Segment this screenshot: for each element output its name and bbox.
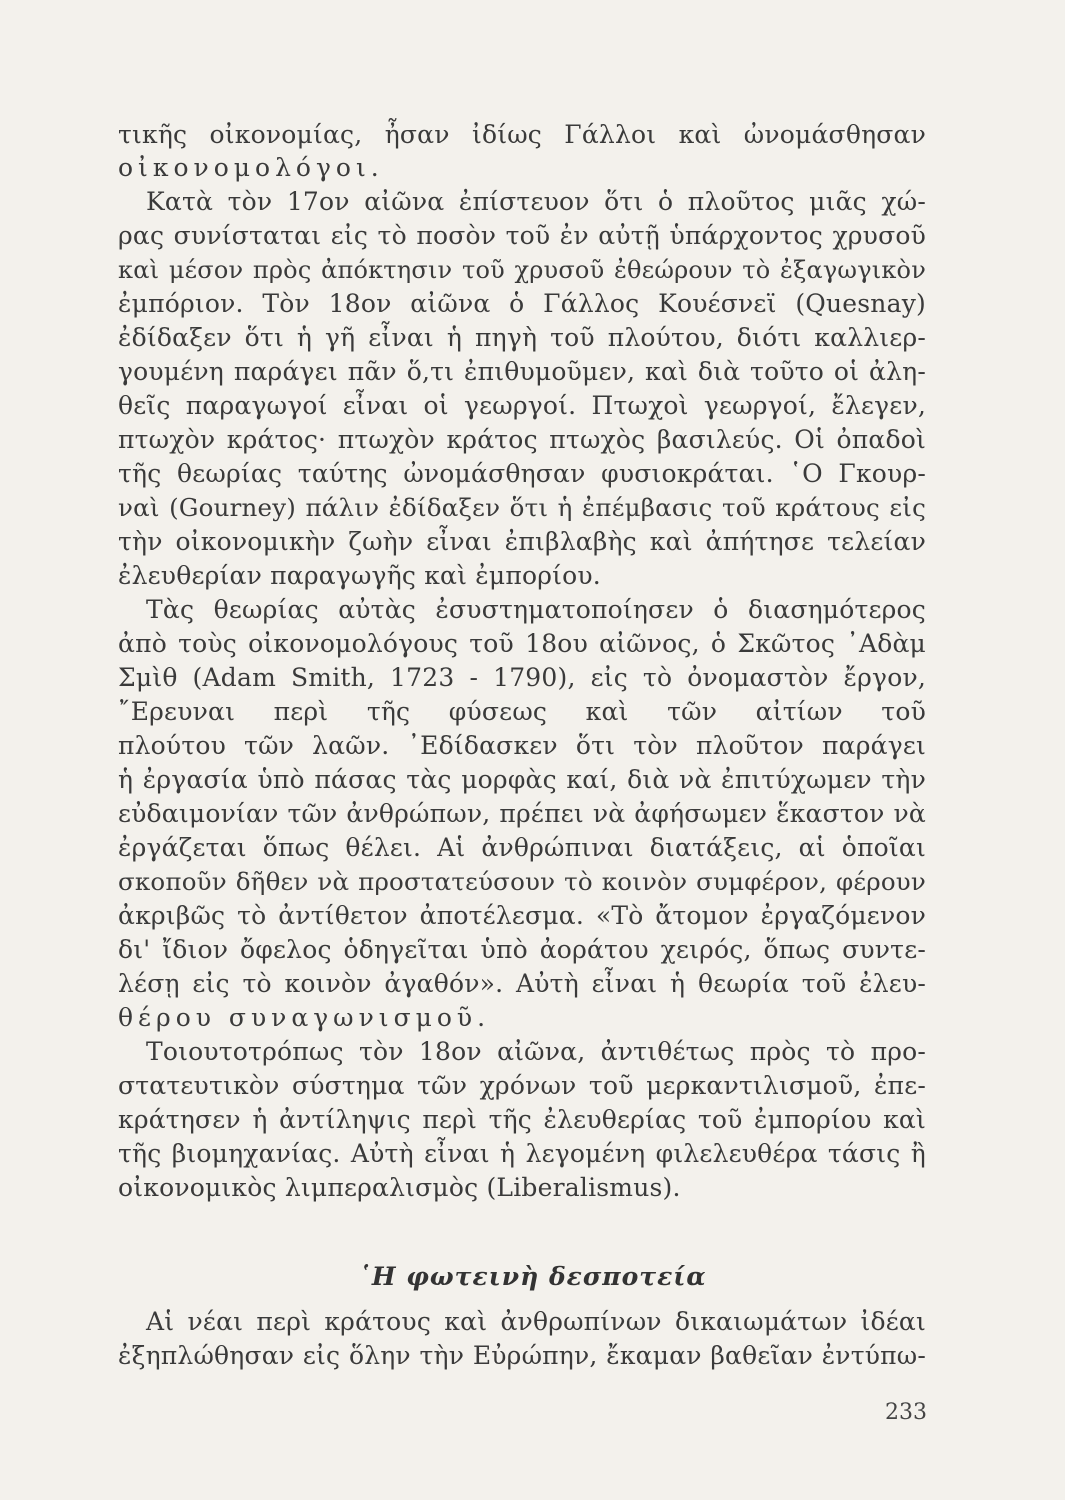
text-line: καὶ μέσον πρὸς ἀπόκτησιν τοῦ χρυσοῦ ἐθεώρουν τὸ ἐξαγωγικὸν xyxy=(118,256,926,284)
text-line: ἐμπόριον. Τὸν 18ον αἰῶνα ὁ Γάλλος Κουέσνεϊ (Quesnay) xyxy=(118,289,926,318)
text-line: Αἱ νέαι περὶ κράτους καὶ ἀνθρωπίνων δικαιωμάτων ἰδέαι xyxy=(146,1307,926,1336)
text-line: ἐργάζεται ὅπως θέλει. Αἱ ἀνθρώπιναι διατάξεις, αἱ ὁποῖαι xyxy=(118,833,926,862)
text-line: στατευτικὸν σύστημα τῶν χρόνων τοῦ μερκαντιλισμοῦ, ἐπε- xyxy=(118,1071,926,1100)
text-line: ρας συνίσταται εἰς τὸ ποσὸν τοῦ ἐν αὐτῇ ὑπάρχοντος χρυσοῦ xyxy=(118,221,926,250)
text-line: τικῆς οἰκονομίας, ἦσαν ἰδίως Γάλλοι καὶ ὠνομάσθησαν xyxy=(118,120,926,149)
text-line: θέρου συναγωνισμοῦ. xyxy=(118,1003,491,1032)
text-line: θεῖς παραγωγοί εἶναι οἱ γεωργοί. Πτωχοὶ γεωργοί, ἔλεγεν, xyxy=(118,391,926,420)
page-number: 233 xyxy=(885,1400,927,1425)
text-line: τῆς θεωρίας ταύτης ὠνομάσθησαν φυσιοκράται. ῾Ο Γκουρ- xyxy=(118,459,926,488)
text-line: πλούτου τῶν λαῶν. ᾿Εδίδασκεν ὅτι τὸν πλοῦτον παράγει xyxy=(118,731,926,760)
text-line: γουμένη παράγει πᾶν ὅ,τι ἐπιθυμοῦμεν, καὶ διὰ τοῦτο οἱ ἀλη- xyxy=(118,357,926,386)
text-line: ἀκριβῶς τὸ ἀντίθετον ἀποτέλεσμα. «Τὸ ἄτομον ἐργαζόμενον xyxy=(118,901,926,930)
text-line: οἰκονομικὸς λιμπεραλισμὸς (Liberalismus). xyxy=(118,1173,681,1202)
text-line: ἐλευθερίαν παραγωγῆς καὶ ἐμπορίου. xyxy=(118,561,601,590)
text-line: ῎Ερευναι περὶ τῆς φύσεως καὶ τῶν αἰτίων τοῦ xyxy=(118,697,926,726)
text-line: ἡ ἐργασία ὑπὸ πάσας τὰς μορφὰς καί, διὰ νὰ ἐπιτύχωμεν τὴν xyxy=(118,765,926,794)
text-line: κράτησεν ἡ ἀντίληψις περὶ τῆς ἐλευθερίας τοῦ ἐμπορίου καὶ xyxy=(118,1105,926,1134)
section-heading: ῾Η φωτεινὴ δεσποτεία xyxy=(358,1262,707,1291)
text-line: ναὶ (Gourney) πάλιν ἐδίδαξεν ὅτι ἡ ἐπέμβασις τοῦ κράτους εἰς xyxy=(118,493,926,522)
text-line: Κατὰ τὸν 17ον αἰῶνα ἐπίστευον ὅτι ὁ πλοῦτος μιᾶς χώ- xyxy=(146,187,926,216)
text-line: Σμὶθ (Adam Smith, 1723 - 1790), εἰς τὸ ὀνομαστὸν ἔργον, xyxy=(118,663,926,692)
text-line: εὐδαιμονίαν τῶν ἀνθρώπων, πρέπει νὰ ἀφήσωμεν ἕκαστον νὰ xyxy=(118,799,926,828)
text-line: σκοποῦν δῆθεν νὰ προστατεύσουν τὸ κοινὸν συμφέρον, φέρουν xyxy=(118,867,926,896)
text-line: Τοιουτοτρόπως τὸν 18ον αἰῶνα, ἀντιθέτως πρὸς τὸ προ- xyxy=(146,1037,926,1066)
text-line: δι' ἴδιον ὄφελος ὁδηγεῖται ὑπὸ ἀοράτου χειρός, ὅπως συντε- xyxy=(118,935,926,964)
text-line: οἰκονομολόγοι. xyxy=(118,153,384,182)
text-line: λέσῃ εἰς τὸ κοινὸν ἀγαθόν». Αὐτὴ εἶναι ἡ θεωρία τοῦ ἐλευ- xyxy=(118,969,926,998)
text-line: πτωχὸν κράτος· πτωχὸν κράτος πτωχὸς βασιλεύς. Οἱ ὀπαδοὶ xyxy=(118,425,926,454)
text-line: τῆς βιομηχανίας. Αὐτὴ εἶναι ἡ λεγομένη φιλελευθέρα τάσις ἢ xyxy=(118,1139,926,1168)
text-line: ἀπὸ τοὺς οἰκονομολόγους τοῦ 18ου αἰῶνος, ὁ Σκῶτος ᾿Αδὰμ xyxy=(118,629,926,658)
text-line: τὴν οἰκονομικὴν ζωὴν εἶναι ἐπιβλαβὴς καὶ ἀπήτησε τελείαν xyxy=(118,527,926,556)
text-line: Τὰς θεωρίας αὐτὰς ἐσυστηματοποίησεν ὁ διασημότερος xyxy=(146,595,926,624)
text-line: ἐδίδαξεν ὅτι ἡ γῆ εἶναι ἡ πηγὴ τοῦ πλούτου, διότι καλλιερ- xyxy=(118,323,926,352)
text-line: ἐξηπλώθησαν εἰς ὅλην τὴν Εὐρώπην, ἔκαμαν βαθεῖαν ἐντύπω- xyxy=(118,1341,926,1370)
